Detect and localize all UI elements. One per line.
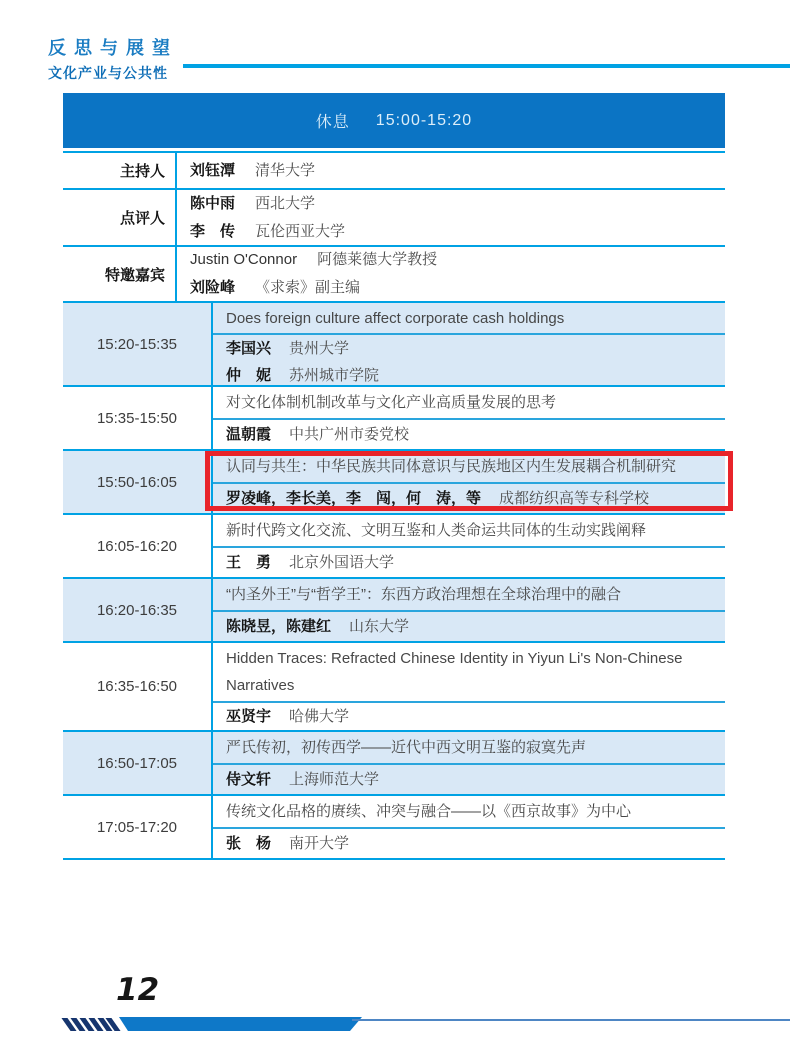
session-time: 16:35-16:50 bbox=[63, 643, 213, 730]
person-name: 陈中雨 bbox=[190, 194, 236, 212]
discussant-label: 点评人 bbox=[63, 190, 177, 245]
person-line bbox=[190, 218, 725, 246]
footer-bar-decoration bbox=[119, 1017, 362, 1031]
person-name: Justin O'Connor bbox=[190, 251, 298, 268]
schedule-table bbox=[63, 93, 725, 860]
person-affiliation: 阿德莱德大学教授 bbox=[317, 251, 438, 268]
break-label: 休息 bbox=[315, 114, 350, 131]
session-title: “内圣外王”与“哲学王”：东西方政治理想在全球治理中的融合 bbox=[213, 579, 725, 612]
speaker-affiliation: 北京外国语大学 bbox=[289, 554, 395, 571]
speaker-name: 温朝霞 bbox=[226, 426, 272, 443]
guest-label: 特邀嘉宾 bbox=[63, 247, 177, 301]
person-line bbox=[190, 190, 725, 218]
person-affiliation: 瓦伦西亚大学 bbox=[255, 222, 346, 240]
panel-row-discussants bbox=[63, 190, 725, 247]
session-time: 15:50-16:05 bbox=[63, 451, 213, 513]
footer-stripes-decoration bbox=[66, 1018, 119, 1031]
session-time: 16:20-16:35 bbox=[63, 579, 213, 641]
session-content bbox=[213, 579, 725, 641]
session-content bbox=[213, 796, 725, 858]
footer-line-decoration bbox=[352, 1019, 790, 1021]
person-line bbox=[190, 246, 725, 274]
speaker-affiliation: 上海师范大学 bbox=[289, 771, 380, 788]
speaker-line bbox=[226, 766, 725, 793]
session-row-1 bbox=[63, 303, 725, 387]
panel-row-host bbox=[63, 153, 725, 190]
session-title: Does foreign culture affect corporate cash holdings bbox=[213, 303, 725, 335]
session-row-7 bbox=[63, 732, 725, 796]
speaker-line bbox=[226, 335, 725, 362]
session-row-8 bbox=[63, 796, 725, 860]
session-time: 15:20-15:35 bbox=[63, 303, 213, 385]
speaker-name: 仲 妮 bbox=[226, 367, 272, 384]
session-title: Hidden Traces: Refracted Chinese Identity in Yiyun Li's Non-Chinese Narratives bbox=[213, 643, 725, 703]
speaker-line bbox=[226, 703, 725, 730]
speaker-line bbox=[226, 362, 725, 389]
session-time: 16:50-17:05 bbox=[63, 732, 213, 794]
speaker-affiliation: 哈佛大学 bbox=[289, 708, 350, 725]
header-rule bbox=[183, 64, 790, 68]
schedule-grid bbox=[63, 151, 725, 860]
host-label: 主持人 bbox=[63, 153, 177, 188]
person-affiliation: 清华大学 bbox=[255, 161, 316, 179]
speaker-affiliation: 苏州城市学院 bbox=[289, 367, 380, 384]
session-title: 新时代跨文化交流、文明互鉴和人类命运共同体的生动实践阐释 bbox=[213, 515, 725, 548]
page-header bbox=[48, 34, 178, 83]
session-time: 17:05-17:20 bbox=[63, 796, 213, 858]
session-speakers bbox=[213, 612, 725, 641]
speaker-line bbox=[226, 613, 725, 640]
speaker-affiliation: 山东大学 bbox=[349, 618, 410, 635]
session-content bbox=[213, 732, 725, 794]
session-content bbox=[213, 303, 725, 385]
session-title: 认同与共生：中华民族共同体意识与民族地区内生发展耦合机制研究 bbox=[213, 451, 725, 484]
speaker-name: 侍文轩 bbox=[226, 771, 272, 788]
person-name: 刘钰潭 bbox=[190, 161, 236, 179]
person-line bbox=[190, 274, 725, 302]
session-content bbox=[213, 515, 725, 577]
session-title: 严氏传初，初传西学——近代中西文明互鉴的寂寞先声 bbox=[213, 732, 725, 765]
session-speakers bbox=[213, 548, 725, 577]
speaker-name: 陈晓昱，陈建红 bbox=[226, 618, 332, 635]
session-content bbox=[213, 387, 725, 449]
speaker-name: 罗凌峰，李长美，李 闯，何 涛，等 bbox=[226, 490, 482, 507]
speaker-affiliation: 中共广州市委党校 bbox=[289, 426, 410, 443]
session-speakers bbox=[213, 765, 725, 794]
page-number: 12 bbox=[116, 972, 160, 1008]
session-title: 对文化体制机制改革与文化产业高质量发展的思考 bbox=[213, 387, 725, 420]
session-row-4 bbox=[63, 515, 725, 579]
speaker-line bbox=[226, 830, 725, 857]
speaker-affiliation: 南开大学 bbox=[289, 835, 350, 852]
person-line bbox=[190, 157, 725, 185]
panel-row-guests bbox=[63, 247, 725, 303]
session-time: 16:05-16:20 bbox=[63, 515, 213, 577]
session-speakers bbox=[213, 484, 725, 513]
speaker-name: 张 杨 bbox=[226, 835, 272, 852]
guest-value bbox=[177, 247, 725, 301]
session-speakers bbox=[213, 703, 725, 730]
session-row-3-highlighted bbox=[63, 451, 725, 515]
speaker-name: 李国兴 bbox=[226, 340, 272, 357]
session-speakers bbox=[213, 335, 725, 389]
section-title: 反思与展望 bbox=[48, 38, 178, 58]
speaker-affiliation: 贵州大学 bbox=[289, 340, 350, 357]
session-content bbox=[213, 451, 725, 513]
person-name: 刘险峰 bbox=[190, 279, 236, 296]
session-row-5 bbox=[63, 579, 725, 643]
break-banner bbox=[63, 93, 725, 148]
session-speakers bbox=[213, 420, 725, 449]
speaker-name: 王 勇 bbox=[226, 554, 272, 571]
speaker-affiliation: 成都纺织高等专科学校 bbox=[499, 490, 650, 507]
session-time: 15:35-15:50 bbox=[63, 387, 213, 449]
session-content bbox=[213, 643, 725, 730]
speaker-line bbox=[226, 421, 725, 448]
session-title: 传统文化品格的赓续、冲突与融合——以《西京故事》为中心 bbox=[213, 796, 725, 829]
person-name: 李 传 bbox=[190, 222, 236, 240]
speaker-line bbox=[226, 549, 725, 576]
speaker-name: 巫贤宇 bbox=[226, 708, 272, 725]
section-subtitle: 文化产业与公共性 bbox=[48, 65, 168, 81]
session-row-6 bbox=[63, 643, 725, 732]
person-affiliation: 西北大学 bbox=[255, 194, 316, 212]
break-time: 15:00-15:20 bbox=[375, 111, 473, 129]
person-affiliation: 《求索》副主编 bbox=[255, 279, 361, 296]
host-value bbox=[177, 153, 725, 188]
speaker-line bbox=[226, 485, 725, 512]
discussant-value bbox=[177, 190, 725, 245]
session-row-2 bbox=[63, 387, 725, 451]
session-speakers bbox=[213, 829, 725, 858]
